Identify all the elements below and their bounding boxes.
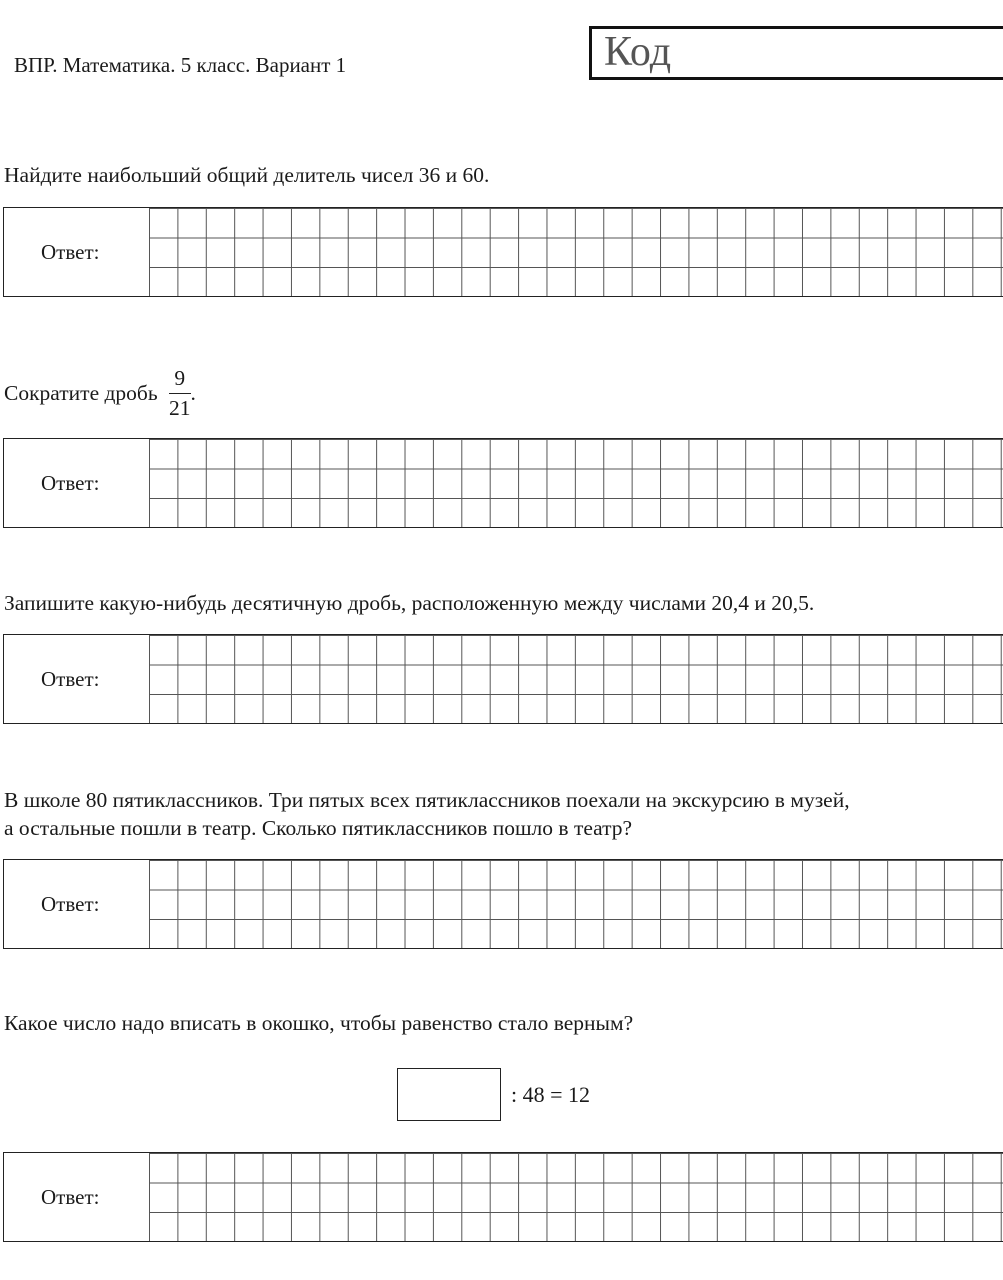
question-2-text: Сократите дробь	[4, 380, 164, 405]
question-4-line-1: В школе 80 пятиклассников. Три пятых всех пятиклассников поехали на экскурсию в музей,	[4, 788, 850, 812]
fraction-denominator: 21	[169, 396, 191, 420]
fraction	[169, 365, 191, 421]
answer-grid[interactable]	[149, 860, 1003, 948]
question-2	[4, 367, 1002, 423]
answer-box-5[interactable]	[3, 1152, 1003, 1242]
answer-label: Ответ:	[41, 666, 100, 691]
answer-label: Ответ:	[41, 470, 100, 495]
fraction-numerator: 9	[169, 365, 191, 394]
code-label: Код	[604, 29, 672, 75]
question-1: Найдите наибольший общий делитель чисел 36 и 60.	[4, 163, 490, 187]
equation-blank-box[interactable]	[397, 1068, 501, 1121]
answer-box-3[interactable]	[3, 634, 1003, 724]
answer-grid[interactable]	[149, 439, 1003, 527]
question-4-line-2: а остальные пошли в театр. Сколько пятиклассников пошло в театр?	[4, 816, 633, 840]
answer-grid[interactable]	[149, 1153, 1003, 1241]
question-4	[4, 786, 1002, 842]
answer-label: Ответ:	[41, 891, 100, 916]
answer-box-1[interactable]	[3, 207, 1003, 297]
header-title: ВПР. Математика. 5 класс. Вариант 1	[14, 53, 347, 77]
question-2-suffix: .	[190, 380, 196, 405]
equation	[397, 1067, 590, 1122]
answer-grid[interactable]	[149, 208, 1003, 296]
answer-grid[interactable]	[149, 635, 1003, 723]
question-3: Запишите какую-нибудь десятичную дробь, расположенную между числами 20,4 и 20,5.	[4, 591, 815, 615]
question-5: Какое число надо вписать в окошко, чтобы равенство стало верным?	[4, 1011, 634, 1035]
equation-text: : 48 = 12	[511, 1081, 591, 1107]
answer-label: Ответ:	[41, 1184, 100, 1209]
code-field[interactable]	[589, 26, 1003, 80]
answer-box-2[interactable]	[3, 438, 1003, 528]
answer-box-4[interactable]	[3, 859, 1003, 949]
answer-label: Ответ:	[41, 239, 100, 264]
